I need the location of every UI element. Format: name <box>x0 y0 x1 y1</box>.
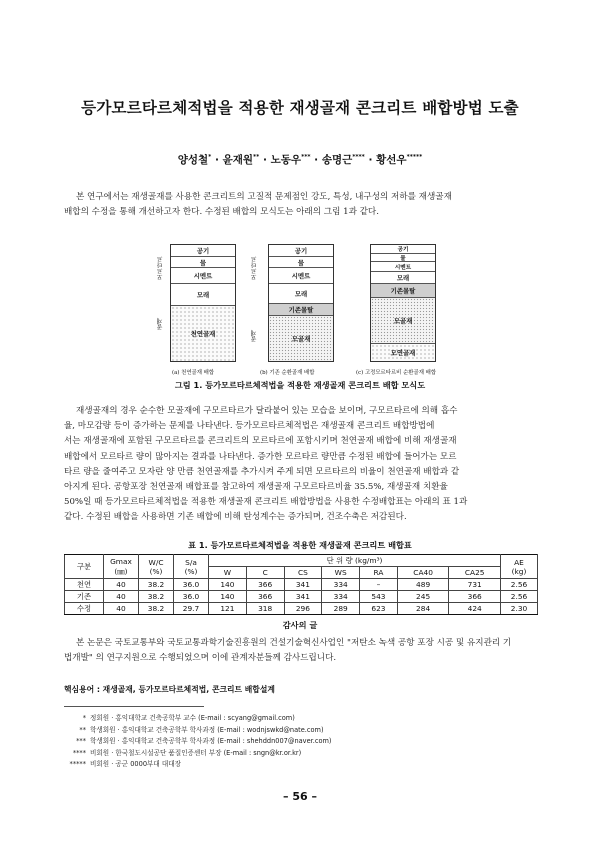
layer-water: 물 <box>269 256 333 267</box>
table-cell: 366 <box>449 591 501 603</box>
table-cell: 2.30 <box>501 603 538 615</box>
table-cell: 기존 <box>65 591 104 603</box>
author-mark: *** <box>301 153 311 161</box>
page-number: – 56 – <box>283 790 317 803</box>
table-row <box>65 591 538 603</box>
header-gmax-label: Gmax <box>110 556 132 566</box>
text-line: 배합에서 모르타르 량이 많아지는 결과를 나타낸다. 증가한 모르타르 량만큼 수정된 배합에 들어가는 모르 <box>64 451 457 462</box>
table-cell: 334 <box>322 579 360 591</box>
subheader-ca40: CA40 <box>397 567 449 579</box>
table-cell: 289 <box>322 603 360 615</box>
mortar-side-label: 모르타르 <box>251 256 258 280</box>
table-cell: 38.2 <box>139 603 174 615</box>
table-cell: 40 <box>104 603 139 615</box>
text-line: 서는 재생골재에 포함된 구모르타르를 콘크리트의 모르타르에 포함시키며 천연골재 배합에 비해 재생골재 <box>64 436 457 447</box>
text-line: 아지게 된다. 공항포장 천연골재 배합표를 참고하여 재생골재 구모르타르비율 35.5%, 재생골재 치환율 <box>64 482 448 493</box>
footnote <box>50 747 530 759</box>
layer-water: 물 <box>171 256 235 267</box>
header-unit-weight: 단 위 량 (kg/m³) <box>209 555 501 567</box>
layer-air: 공기 <box>294 247 308 255</box>
table-cell: 수정 <box>65 603 104 615</box>
layer-cement: 시멘트 <box>371 261 435 271</box>
header-ae-label: AE <box>514 557 524 567</box>
layer-cement: 시멘트 <box>269 267 333 283</box>
table-cell: 2.56 <box>501 591 538 603</box>
footnote-list <box>50 712 530 770</box>
layer-parent-aggregate: 모골재 <box>269 315 333 361</box>
layer-natural-aggregate: 모연골재 <box>371 343 435 361</box>
author-separator: · <box>364 154 377 166</box>
table-cell: 318 <box>246 603 284 615</box>
footnote-mark: ***** <box>69 760 86 768</box>
footnote-text: 정회원 · 홍익대학교 건축공학부 교수 (E-mail : scyang@gmail.com) <box>90 714 295 722</box>
subheader-cs: CS <box>284 567 322 579</box>
table-cell: 366 <box>246 579 284 591</box>
table-cell: 334 <box>322 591 360 603</box>
text-line: 법개발" 의 연구지원으로 수행되었으며 이에 관계자분들께 감사드립니다. <box>64 653 337 664</box>
subheader-ra: RA <box>360 567 398 579</box>
header-sa-unit: (%) <box>184 566 198 576</box>
author-separator: · <box>310 154 322 166</box>
table-cell: 489 <box>397 579 449 591</box>
footnote-mark: ** <box>79 725 86 734</box>
header-sa-label: S/a <box>185 557 197 567</box>
layer-water: 물 <box>371 253 435 261</box>
table-cell: 40 <box>104 579 139 591</box>
footnote <box>50 735 530 747</box>
table-cell: 38.2 <box>139 591 174 603</box>
layer-old-mortar: 기존몰탈 <box>269 303 333 315</box>
footnote-text: 학생회원 · 홍익대학교 건축공학부 학사과정 (E-mail : wodnjswkd@nate.com) <box>90 725 324 734</box>
subfigure-caption: (b) 기존 순환골재 배합 <box>260 370 315 376</box>
author-name: 윤재원 <box>222 154 254 166</box>
header-wc <box>139 555 174 579</box>
footnote <box>50 724 530 736</box>
table-cell: 623 <box>360 603 398 615</box>
author-name: 황선우 <box>376 154 407 166</box>
layer-natural-aggregate: 천연골재 <box>171 305 235 361</box>
footnote-mark: * <box>82 714 86 722</box>
author-name: 노동우 <box>270 154 302 166</box>
header-ae-unit: (kg) <box>511 566 527 576</box>
header-wc-unit: (%) <box>149 566 163 576</box>
subheader-w: W <box>209 567 247 579</box>
aggregate-side-label: 골재 <box>251 330 258 342</box>
author-mark: ** <box>253 153 260 161</box>
author-separator: · <box>211 154 223 166</box>
header-sa <box>174 555 209 579</box>
mix-column-modified <box>370 244 436 362</box>
ack-title: 감사의 글 <box>282 620 318 630</box>
table-caption: 표 1. 등가모르타르체적법을 적용한 재생골재 콘크리트 배합표 <box>188 540 412 550</box>
table-cell: 245 <box>397 591 449 603</box>
table-cell: 40 <box>104 591 139 603</box>
header-ae <box>501 555 538 579</box>
layer-cement: 시멘트 <box>171 267 235 283</box>
footnote <box>50 758 530 770</box>
subfigure-caption: (a) 천연골재 배합 <box>172 370 215 376</box>
table-row <box>65 579 538 591</box>
table-cell: 121 <box>209 603 247 615</box>
text-line: 같다. 수정된 배합을 사용하면 기존 배합에 비해 탄성계수는 증가되며, 건조수축은 저감된다. <box>64 512 407 523</box>
author-mark: ***** <box>406 153 423 161</box>
intro-paragraph <box>64 190 540 220</box>
text-line: 율, 마모감량 등이 증가하는 문제를 나타낸다. 등가모르타르체적법은 재생골재 콘크리트 배합방법에 <box>64 421 435 432</box>
text-line: 50%일 때 등가모르타르체적법을 적용한 재생골재 콘크리트 배합방법을 사용한 수정배합표는 아래의 표 1과 <box>64 497 468 508</box>
mortar-side-label: 모르타르 <box>157 256 164 280</box>
table-cell: 284 <box>397 603 449 615</box>
table-cell: 36.0 <box>174 579 209 591</box>
footnote-text: 비회원 · 공군 0000부대 대대장 <box>90 760 181 768</box>
subheader-ca25: CA25 <box>449 567 501 579</box>
layer-old-mortar: 기존몰탈 <box>371 283 435 297</box>
subfigure-caption: (c) 고정모르타르비 순환골재 배합 <box>356 370 437 376</box>
footnote-mark: *** <box>76 737 86 745</box>
mix-proportion-table <box>64 554 538 615</box>
layer-air: 공기 <box>196 247 210 255</box>
layer-sand: 모래 <box>171 283 235 305</box>
author-mark: * <box>208 153 212 161</box>
header-wc-label: W/C <box>148 557 164 567</box>
text-line: 본 논문은 국토교통부와 국토교통과학기술진흥원의 건설기술혁신사업인 "저탄소 녹색 공항 포장 시공 및 유지관리 기 <box>76 638 512 648</box>
table-cell: 140 <box>209 579 247 591</box>
body-paragraph <box>64 404 540 526</box>
table-cell: 424 <box>449 603 501 615</box>
author-name: 송명근 <box>321 154 353 166</box>
mix-column-existing <box>268 244 334 362</box>
table-cell: 36.0 <box>174 591 209 603</box>
author-list <box>0 152 600 167</box>
ack-paragraph <box>64 636 540 666</box>
author-mark: **** <box>352 153 365 161</box>
keywords: 핵심용어 : 재생골재, 등가모르타르체적법, 콘크리트 배합설계 <box>64 685 275 694</box>
aggregate-side-label: 골재 <box>157 318 164 330</box>
header-type: 구분 <box>65 555 104 579</box>
header-gmax-unit: (㎜) <box>114 566 128 576</box>
table-cell: 2.56 <box>501 579 538 591</box>
mix-diagram-figure <box>150 244 456 394</box>
table-cell: – <box>360 579 398 591</box>
footnote-text: 학생회원 · 홍익대학교 건축공학부 학사과정 (E-mail : shehddn007@naver.com) <box>90 737 332 745</box>
author-name: 양성철 <box>177 154 209 166</box>
table-cell: 543 <box>360 591 398 603</box>
text-line: 재생골재의 경우 순수한 모골재에 구모르타르가 달라붙어 있는 모습을 보이며, 구모르타르에 의해 흡수 <box>76 406 458 416</box>
text-line: 본 연구에서는 재생골재를 사용한 콘크리트의 고질적 문제점인 강도, 특성, 내구성의 저하를 재생골재 <box>76 192 452 202</box>
paper-title: 등가모르타르체적법을 적용한 재생골재 콘크리트 배합방법 도출 <box>81 99 519 117</box>
table-cell: 366 <box>246 591 284 603</box>
table-row <box>65 603 538 615</box>
header-gmax <box>104 555 139 579</box>
layer-sand: 모래 <box>371 271 435 283</box>
layer-parent-aggregate: 모골재 <box>371 297 435 343</box>
subheader-ws: WS <box>322 567 360 579</box>
table-cell: 천연 <box>65 579 104 591</box>
footnote-mark: **** <box>72 748 86 757</box>
table-cell: 341 <box>284 591 322 603</box>
subheader-c: C <box>246 567 284 579</box>
text-line: 타르 량을 줄여주고 모자란 양 만큼 천연골재를 추가시켜 주게 되면 모르타르의 비율이 천연골재 배합과 같 <box>64 466 460 477</box>
table-cell: 140 <box>209 591 247 603</box>
mix-column-natural <box>170 244 236 362</box>
table-cell: 731 <box>449 579 501 591</box>
figure-caption: 그림 1. 등가모르타르체적법을 적용한 재생골재 콘크리트 배합 모식도 <box>174 380 426 390</box>
table-cell: 38.2 <box>139 579 174 591</box>
layer-sand: 모래 <box>269 283 333 303</box>
table-cell: 29.7 <box>174 603 209 615</box>
table-cell: 341 <box>284 579 322 591</box>
footnote <box>50 712 530 724</box>
layer-air: 공기 <box>397 247 409 253</box>
footnote-divider <box>64 706 204 707</box>
footnote-text: 비회원 · 한국철도시설공단 품질인증센터 부장 (E-mail : sngn@kr.or.kr) <box>90 748 302 757</box>
table-cell: 296 <box>284 603 322 615</box>
author-separator: · <box>259 154 271 166</box>
text-line: 배합의 수정을 통해 개선하고자 한다. 수정된 배합의 모식도는 아래의 그림 1과 같다. <box>64 207 379 218</box>
